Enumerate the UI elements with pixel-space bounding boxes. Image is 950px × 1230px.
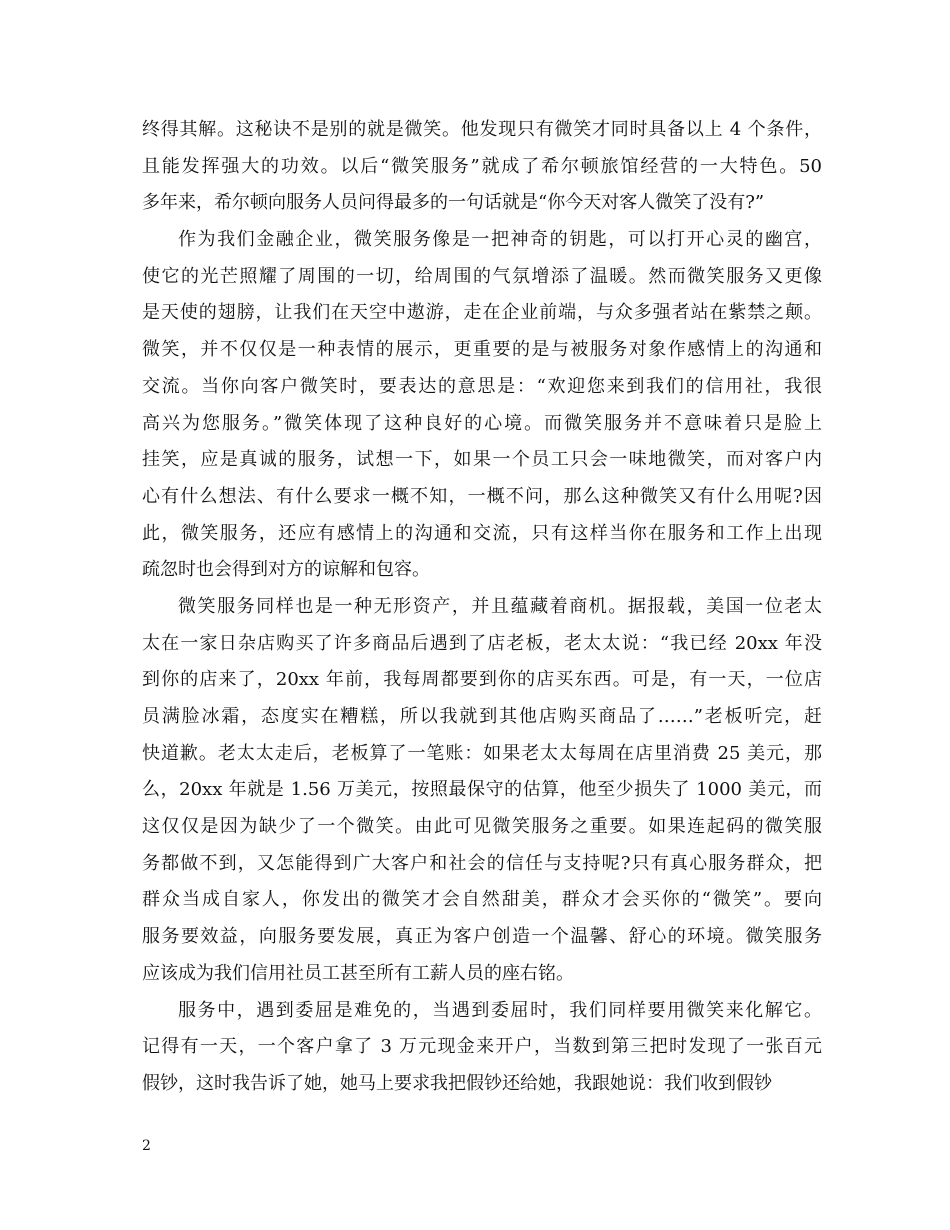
text-line: 是天使的翅膀，让我们在天空中遨游，走在企业前端，与众多强者站在紫禁之颠。	[142, 302, 822, 324]
text-line: 疏忽时也会得到对方的谅解和包容。	[142, 559, 430, 581]
text-line: 微笑，并不仅仅是一种表情的展示，更重要的是与被服务对象作感情上的沟通和	[142, 339, 822, 361]
text-line: 记得有一天，一个客户拿了 3 万元现金来开户，当数到第三把时发现了一张百元	[142, 1036, 822, 1058]
text-line: 假钞，这时我告诉了她，她马上要求我把假钞还给她，我跟她说：我们收到假钞	[142, 1072, 772, 1094]
text-line: 服务中，遇到委屈是难免的，当遇到委屈时，我们同样要用微笑来化解它。	[178, 999, 822, 1021]
text-line: 这仅仅是因为缺少了一个微笑。由此可见微笑服务之重要。如果连起码的微笑服	[142, 816, 822, 838]
paragraph	[142, 222, 822, 589]
text-line: 服务要效益，向服务要发展，真正为客户创造一个温馨、舒心的环境。微笑服务	[142, 926, 822, 948]
paragraph	[142, 112, 822, 222]
text-line: 高兴为您服务。”微笑体现了这种良好的心境。而微笑服务并不意味着只是脸上	[142, 412, 822, 434]
text-line: 多年来，希尔顿向服务人员问得最多的一句话就是“你今天对客人微笑了没有?”	[142, 192, 765, 214]
text-line: 太在一家日杂店购买了许多商品后遇到了店老板，老太太说：“我已经 20xx 年没	[142, 632, 822, 654]
text-line: 应该成为我们信用社员工甚至所有工薪人员的座右铭。	[142, 962, 574, 984]
text-line: 终得其解。这秘诀不是别的就是微笑。他发现只有微笑才同时具备以上 4 个条件，	[142, 119, 822, 140]
page-number: 2	[142, 1138, 151, 1154]
text-line: 到你的店来了，20xx 年前，我每周都要到你的店买东西。可是，有一天，一位店	[142, 669, 822, 691]
text-line: 挂笑，应是真诚的服务，试想一下，如果一个员工只会一味地微笑，而对客户内	[142, 449, 822, 471]
text-line: 员满脸冰霜，态度实在糟糕，所以我就到其他店购买商品了……”老板听完，赶	[142, 706, 822, 727]
text-line: 且能发挥强大的功效。以后“微笑服务”就成了希尔顿旅馆经营的一大特色。50	[142, 155, 822, 177]
text-line: 使它的光芒照耀了周围的一切，给周围的气氛增添了温暖。然而微笑服务又更像	[142, 265, 822, 287]
text-line: 群众当成自家人，你发出的微笑才会自然甜美，群众才会买你的“微笑”。要向	[142, 889, 822, 911]
text-line: 务都做不到，又怎能得到广大客户和社会的信任与支持呢?只有真心服务群众，把	[142, 852, 822, 874]
text-line: 心有什么想法、有什么要求一概不知，一概不问，那么这种微笑又有什么用呢?因	[142, 485, 822, 507]
paragraph	[142, 993, 822, 1103]
text-line: 么，20xx 年就是 1.56 万美元，按照最保守的估算，他至少损失了 1000 美元，而	[142, 779, 822, 801]
text-line: 快道歉。老太太走后，老板算了一笔账：如果老太太每周在店里消费 25 美元，那	[142, 742, 822, 764]
text-line: 微笑服务同样也是一种无形资产，并且蕴藏着商机。据报载，美国一位老太	[178, 595, 822, 617]
paragraph	[142, 589, 822, 993]
text-line: 此，微笑服务，还应有感情上的沟通和交流，只有这样当你在服务和工作上出现	[142, 522, 822, 544]
body-text	[142, 112, 822, 1103]
text-line: 作为我们金融企业，微笑服务像是一把神奇的钥匙，可以打开心灵的幽宫，	[178, 229, 822, 251]
text-line: 交流。当你向客户微笑时，要表达的意思是：“欢迎您来到我们的信用社，我很	[142, 375, 822, 397]
